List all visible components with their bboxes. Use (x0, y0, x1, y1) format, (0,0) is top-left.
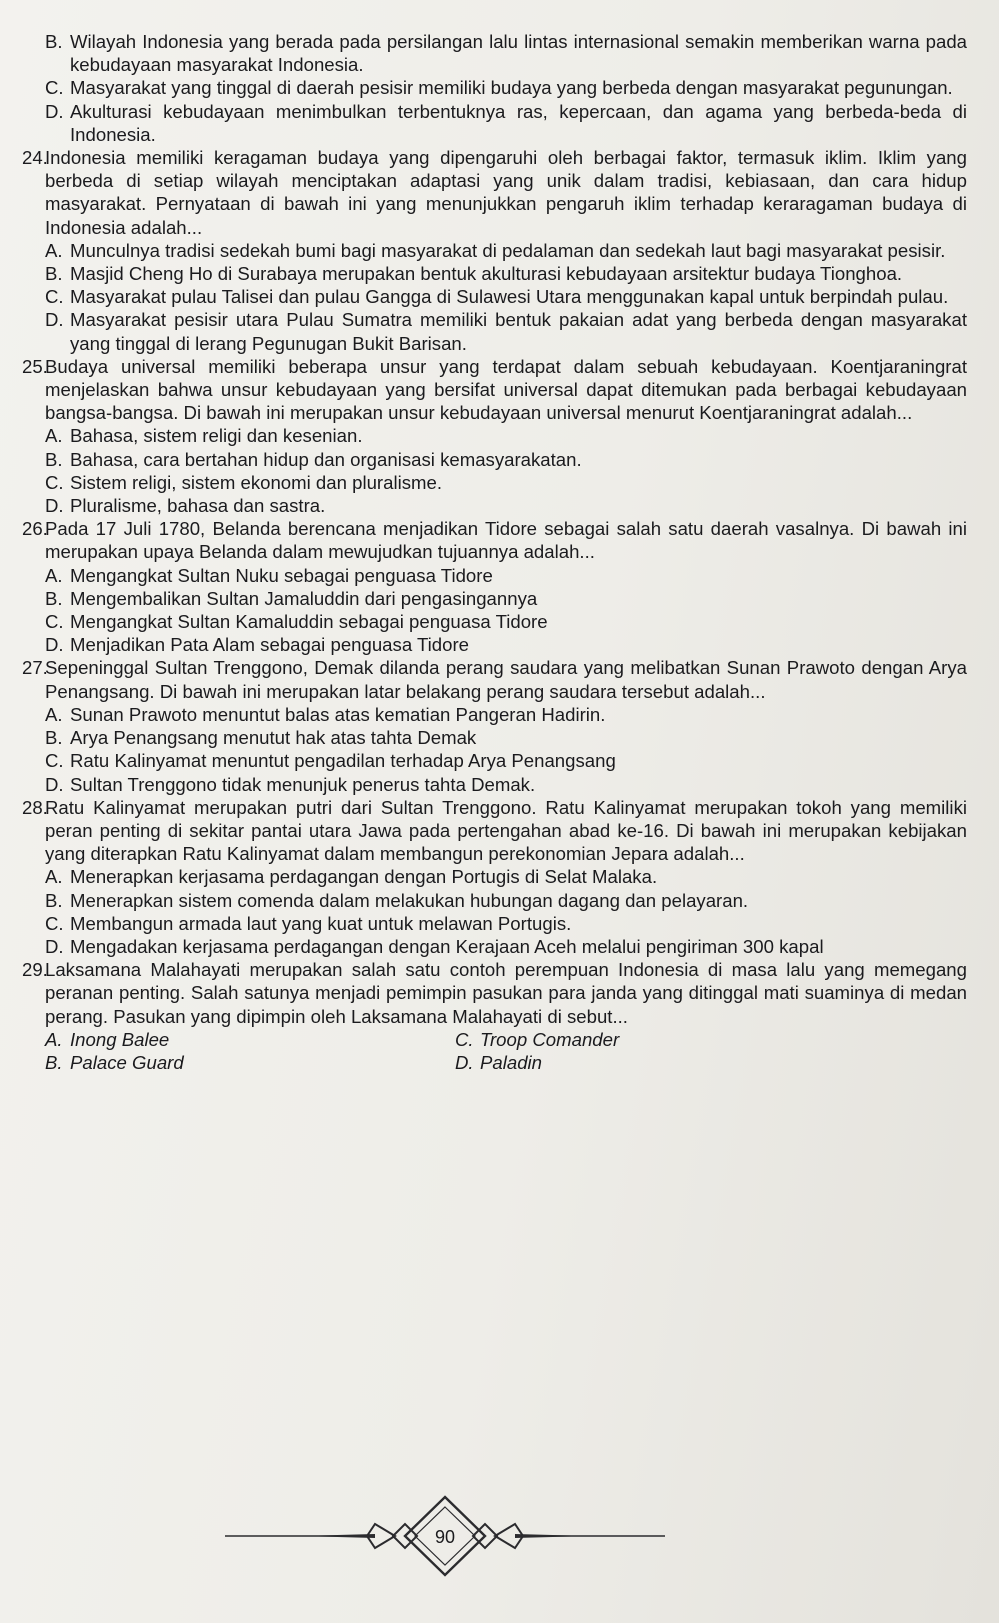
option-letter: B. (45, 727, 63, 749)
question-25 (22, 355, 967, 517)
option-a (45, 865, 967, 888)
option-text: Arya Penangsang menutut hak atas tahta Demak (70, 727, 477, 749)
option-d (455, 1051, 967, 1074)
option-d (45, 308, 967, 354)
option-c (45, 749, 967, 772)
option-letter: A. (45, 239, 63, 261)
option-d (45, 633, 967, 656)
option-b (45, 262, 967, 285)
option-text: Masyarakat pulau Talisei dan pulau Gangga di Sulawesi Utara menggunakan kapal untuk berpindah pulau. (70, 286, 949, 308)
option-text: Sunan Prawoto menuntut balas atas kematian Pangeran Hadirin. (70, 703, 606, 725)
question-stem: Sepeninggal Sultan Trenggono, Demak dilanda perang saudara yang melibatkan Sunan Prawoto dengan Arya Penangsang. Di bawah ini merupakan latar belakang perang saudara tersebut adalah... (45, 657, 967, 702)
question-26 (22, 517, 967, 656)
option-text: Paladin (480, 1051, 543, 1073)
option-letter: C. (45, 471, 64, 493)
option-text: Menerapkan sistem comenda dalam melakukan hubungan dagang dan pelayaran. (70, 889, 749, 911)
option-text: Mengadakan kerjasama perdagangan dengan Kerajaan Aceh melalui pengiriman 300 kapal (70, 935, 824, 957)
option-letter: C. (45, 611, 64, 633)
option-letter: D. (45, 773, 64, 795)
option-a (45, 703, 967, 726)
option-text: Membangun armada laut yang kuat untuk melawan Portugis. (70, 912, 572, 934)
option-d (45, 773, 967, 796)
option-text: Mengangkat Sultan Nuku sebagai penguasa Tidore (70, 564, 493, 586)
question-number: 25. (22, 355, 48, 377)
option-b (45, 726, 967, 749)
question-stem: Indonesia memiliki keragaman budaya yang dipengaruhi oleh berbagai faktor, termasuk iklim. Iklim yang berbeda di setiap wilayah menciptakan adaptasi yang unik dalam tradisi, kebiasaan, dan cara hidup masyarakat. Pernyataan di bawah ini yang menunjukkan pengaruh iklim terhadap keraragaman budaya di Indonesia adalah... (45, 147, 967, 238)
option-letter: B. (45, 889, 63, 911)
option-letter: A. (45, 866, 63, 888)
option-text: Masjid Cheng Ho di Surabaya merupakan bentuk akulturasi kebudayaan arsitektur budaya Tionghoa. (70, 263, 903, 285)
option-d (45, 935, 967, 958)
option-grid (45, 1028, 967, 1074)
question-number: 28. (22, 796, 48, 818)
option-letter: A. (45, 1028, 63, 1050)
question-24 (22, 146, 967, 355)
option-text: Pluralisme, bahasa dan sastra. (70, 495, 326, 517)
option-letter: D. (45, 100, 64, 122)
question-27 (22, 656, 967, 795)
question-number: 27. (22, 657, 48, 679)
option-letter: D. (45, 495, 64, 517)
question-stem: Budaya universal memiliki beberapa unsur yang terdapat dalam sebuah kebudayaan. Koentjaraningrat menjelaskan bahwa unsur kebudayaan yang bersifat universal dapat ditemukan pada berbagai kebudayaan bangsa-bangsa. Di bawah ini merupakan unsur kebudayaan universal menurut Koentjaraningrat adalah... (45, 355, 967, 424)
question-number: 29. (22, 959, 48, 981)
question-stem: Ratu Kalinyamat merupakan putri dari Sultan Trenggono. Ratu Kalinyamat merupakan tokoh yang memiliki peran penting di sekitar pantai utara Jawa pada pertengahan abad ke-16. Di bawah ini merupakan kebijakan yang diterapkan Ratu Kalinyamat dalam membangun perekonomian Jepara adalah... (45, 796, 967, 865)
question-stem: Laksamana Malahayati merupakan salah satu contoh perempuan Indonesia di masa lalu yang memegang peranan penting. Salah satunya menjadi pemimpin pasukan para janda yang ditinggal mati suaminya di medan perang. Pasukan yang dipimpin oleh Laksamana Malahayati di sebut... (45, 959, 967, 1027)
option-text: Mengembalikan Sultan Jamaluddin dari pengasingannya (70, 587, 538, 609)
option-letter: C. (45, 750, 64, 772)
option-c (45, 471, 967, 494)
option-list (45, 703, 967, 796)
question-28 (22, 796, 967, 958)
option-text: Bahasa, sistem religi dan kesenian. (70, 425, 363, 447)
option-text: Sistem religi, sistem ekonomi dan pluralisme. (70, 471, 443, 493)
option-text: Wilayah Indonesia yang berada pada persilangan lalu lintas internasional semakin memberikan warna pada kebudayaan masyarakat Indonesia. (70, 31, 967, 76)
option-list (45, 424, 967, 517)
option-b (45, 448, 967, 471)
question-number: 24. (22, 147, 48, 169)
option-text: Masyarakat yang tinggal di daerah pesisir memiliki budaya yang berbeda dengan masyarakat pegunungan. (70, 77, 953, 99)
question-number: 26. (22, 518, 48, 540)
option-letter: B. (45, 587, 63, 609)
option-letter: D. (45, 309, 64, 331)
option-letter: B. (45, 31, 63, 52)
option-text: Inong Balee (70, 1028, 170, 1050)
option-letter: B. (45, 263, 63, 285)
option-b (45, 1051, 455, 1074)
option-a (45, 564, 967, 587)
option-c (45, 610, 967, 633)
option-text: Mengangkat Sultan Kamaluddin sebagai penguasa Tidore (70, 611, 548, 633)
option-letter: B. (45, 1051, 63, 1073)
option-b (45, 587, 967, 610)
option-letter: C. (45, 77, 64, 99)
option-letter: C. (45, 286, 64, 308)
page-footer (225, 1495, 665, 1585)
option-letter: B. (45, 448, 63, 470)
option-c (455, 1028, 967, 1051)
option-a (45, 239, 967, 262)
previous-question-options (22, 30, 967, 146)
option-letter: D. (455, 1051, 474, 1073)
question-29 (22, 958, 967, 1074)
option-c (45, 285, 967, 308)
option-c (45, 912, 967, 935)
option-text: Troop Comander (480, 1028, 620, 1050)
option-letter: A. (45, 564, 63, 586)
option-d (45, 494, 967, 517)
option-text: Menjadikan Pata Alam sebagai penguasa Tidore (70, 634, 470, 656)
option-letter: D. (45, 634, 64, 656)
option-text: Ratu Kalinyamat menuntut pengadilan terhadap Arya Penangsang (70, 750, 616, 772)
option-b (45, 30, 967, 76)
option-text: Menerapkan kerjasama perdagangan dengan Portugis di Selat Malaka. (70, 866, 658, 888)
option-list (45, 865, 967, 958)
option-text: Bahasa, cara bertahan hidup dan organisasi kemasyarakatan. (70, 448, 582, 470)
option-letter: C. (45, 912, 64, 934)
option-a (45, 424, 967, 447)
option-c (45, 76, 967, 99)
option-text: Munculnya tradisi sedekah bumi bagi masyarakat di pedalaman dan sedekah laut bagi masyarakat pesisir. (70, 239, 946, 261)
option-letter: A. (45, 703, 63, 725)
option-text: Sultan Trenggono tidak menunjuk penerus tahta Demak. (70, 773, 536, 795)
question-stem: Pada 17 Juli 1780, Belanda berencana menjadikan Tidore sebagai salah satu daerah vasalnya. Di bawah ini merupakan upaya Belanda dalam mewujudkan tujuannya adalah... (45, 518, 967, 563)
page-number: 90 (434, 1527, 456, 1547)
option-letter: D. (45, 935, 64, 957)
option-list (45, 239, 967, 355)
exam-page (22, 30, 967, 1074)
option-a (45, 1028, 455, 1051)
option-d (45, 100, 967, 146)
option-text: Masyarakat pesisir utara Pulau Sumatra memiliki bentuk pakaian adat yang berbeda dengan masyarakat yang tinggal di lerang Pegunugan Bukit Barisan. (70, 309, 967, 354)
option-text: Palace Guard (70, 1051, 184, 1073)
option-text: Akulturasi kebudayaan menimbulkan terbentuknya ras, kepercaan, dan agama yang berbeda-beda di Indonesia. (70, 100, 967, 145)
option-list (45, 564, 967, 657)
option-letter: A. (45, 425, 63, 447)
option-b (45, 889, 967, 912)
option-letter: C. (455, 1028, 474, 1050)
